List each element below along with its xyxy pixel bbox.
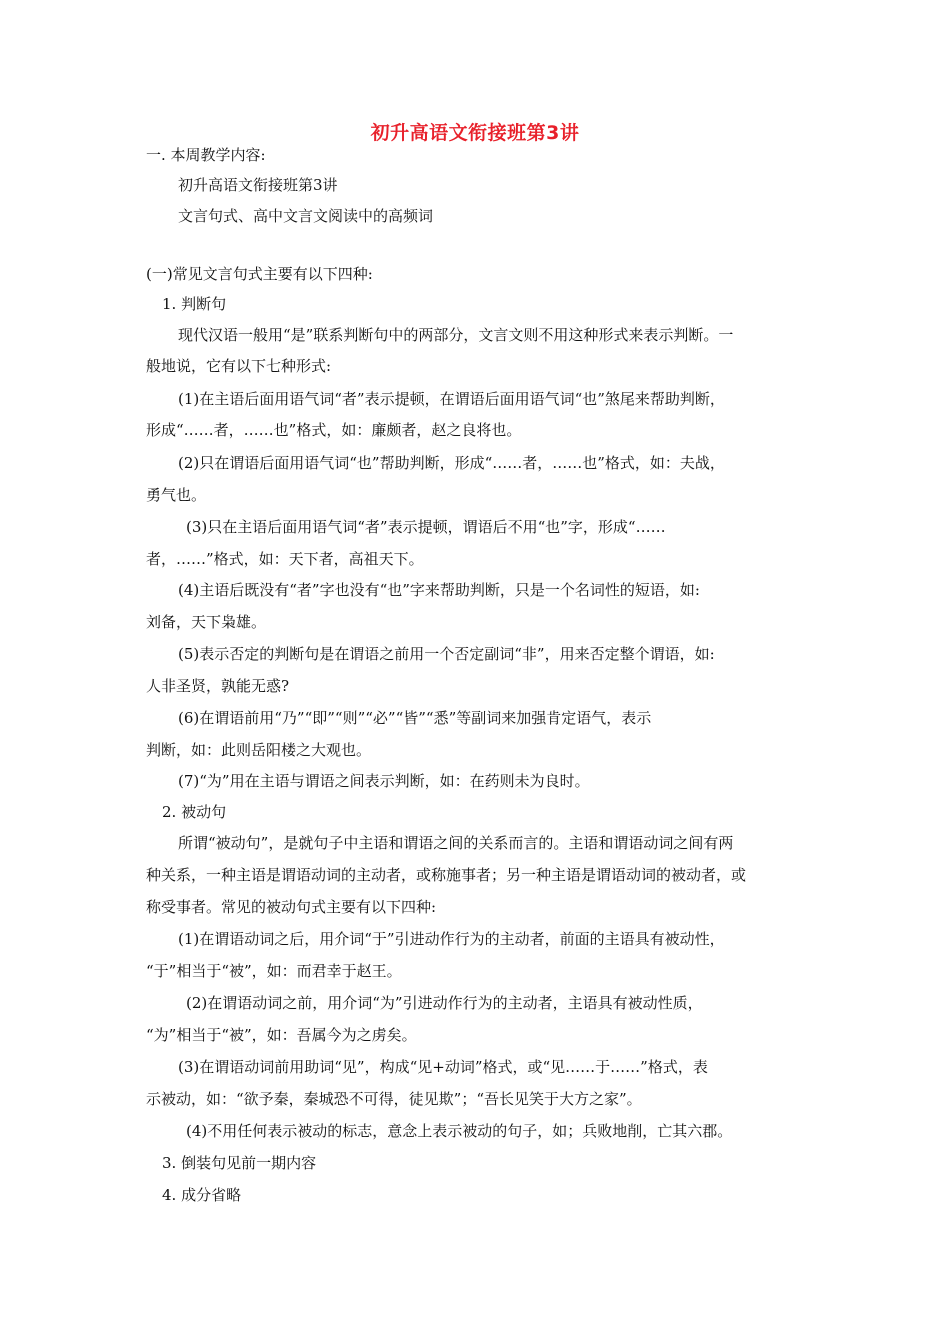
paragraph-line: (4)主语后既没有“者”字也没有“也”字来帮助判断，只是一个名词性的短语，如: bbox=[178, 581, 700, 599]
section-heading: 一. 本周教学内容: bbox=[146, 146, 266, 164]
item-heading: 1. 判断句 bbox=[162, 295, 227, 313]
paragraph-line: 种关系，一种主语是谓语动词的主动者，或称施事者；另一种主语是谓语动词的被动者，或 bbox=[146, 866, 747, 884]
paragraph-line: 刘备，天下枭雄。 bbox=[146, 613, 267, 631]
content-line: 文言句式、高中文言文阅读中的高频词 bbox=[178, 207, 434, 225]
paragraph-line: (4)不用任何表示被动的标志，意念上表示被动的句子，如；兵败地削，亡其六郡。 bbox=[186, 1122, 733, 1140]
paragraph-line: (3)只在主语后面用语气词“者”表示提顿，谓语后不用“也”字，形成“…… bbox=[186, 518, 666, 536]
paragraph-line: 般地说，它有以下七种形式: bbox=[146, 357, 332, 375]
paragraph-line: (6)在谓语前用“乃”“即”“则”“必”“皆”“悉”等副词来加强肯定语气，表示 bbox=[178, 709, 652, 727]
paragraph-line: 人非圣贤，孰能无惑? bbox=[146, 677, 290, 695]
paragraph-line: 示被动，如：“欲予秦，秦城恐不可得，徒见欺”；“吾长见笑于大方之家”。 bbox=[146, 1090, 642, 1108]
item-heading: 4. 成分省略 bbox=[162, 1186, 242, 1204]
document-title: 初升高语文衔接班第3讲 bbox=[370, 122, 580, 144]
paragraph-line: 形成“……者，……也”格式，如：廉颇者，赵之良将也。 bbox=[146, 421, 522, 439]
paragraph-line: (3)在谓语动词前用助词“见”，构成“见+动词”格式，或“见……于……”格式，表 bbox=[178, 1058, 708, 1076]
paragraph-line: (7)“为”用在主语与谓语之间表示判断，如：在药则未为良时。 bbox=[178, 772, 590, 790]
item-heading: 3. 倒装句见前一期内容 bbox=[162, 1154, 317, 1172]
paragraph-line: 者，……”格式，如：天下者，高祖天下。 bbox=[146, 550, 424, 568]
content-line: 初升高语文衔接班第3讲 bbox=[178, 176, 338, 194]
item-heading: 2. 被动句 bbox=[162, 803, 227, 821]
paragraph-line: 称受事者。常见的被动句式主要有以下四种: bbox=[146, 898, 437, 916]
paragraph-line: 判断，如：此则岳阳楼之大观也。 bbox=[146, 741, 372, 759]
paragraph-line: 勇气也。 bbox=[146, 486, 207, 504]
paragraph-line: “于”相当于“被”，如：而君幸于赵王。 bbox=[146, 962, 402, 980]
subsection-heading: (一)常见文言句式主要有以下四种: bbox=[146, 265, 373, 283]
paragraph-line: 现代汉语一般用“是”联系判断句中的两部分，文言文则不用这种形式来表示判断。一 bbox=[178, 326, 734, 344]
paragraph-line: (5)表示否定的判断句是在谓语之前用一个否定副词“非”，用来否定整个谓语，如: bbox=[178, 645, 715, 663]
paragraph-line: “为”相当于“被”，如：吾属今为之虏矣。 bbox=[146, 1026, 417, 1044]
paragraph-line: 所谓“被动句”，是就句子中主语和谓语之间的关系而言的。主语和谓语动词之间有两 bbox=[178, 834, 734, 852]
paragraph-line: (1)在谓语动词之后，用介词“于”引进动作行为的主动者，前面的主语具有被动性， bbox=[178, 930, 725, 948]
paragraph-line: (1)在主语后面用语气词“者”表示提顿，在谓语后面用语气词“也”煞尾来帮助判断， bbox=[178, 390, 725, 408]
paragraph-line: (2)在谓语动词之前，用介词“为”引进动作行为的主动者，主语具有被动性质， bbox=[186, 994, 703, 1012]
paragraph-line: (2)只在谓语后面用语气词“也”帮助判断，形成“……者，……也”格式，如：夫战， bbox=[178, 454, 725, 472]
